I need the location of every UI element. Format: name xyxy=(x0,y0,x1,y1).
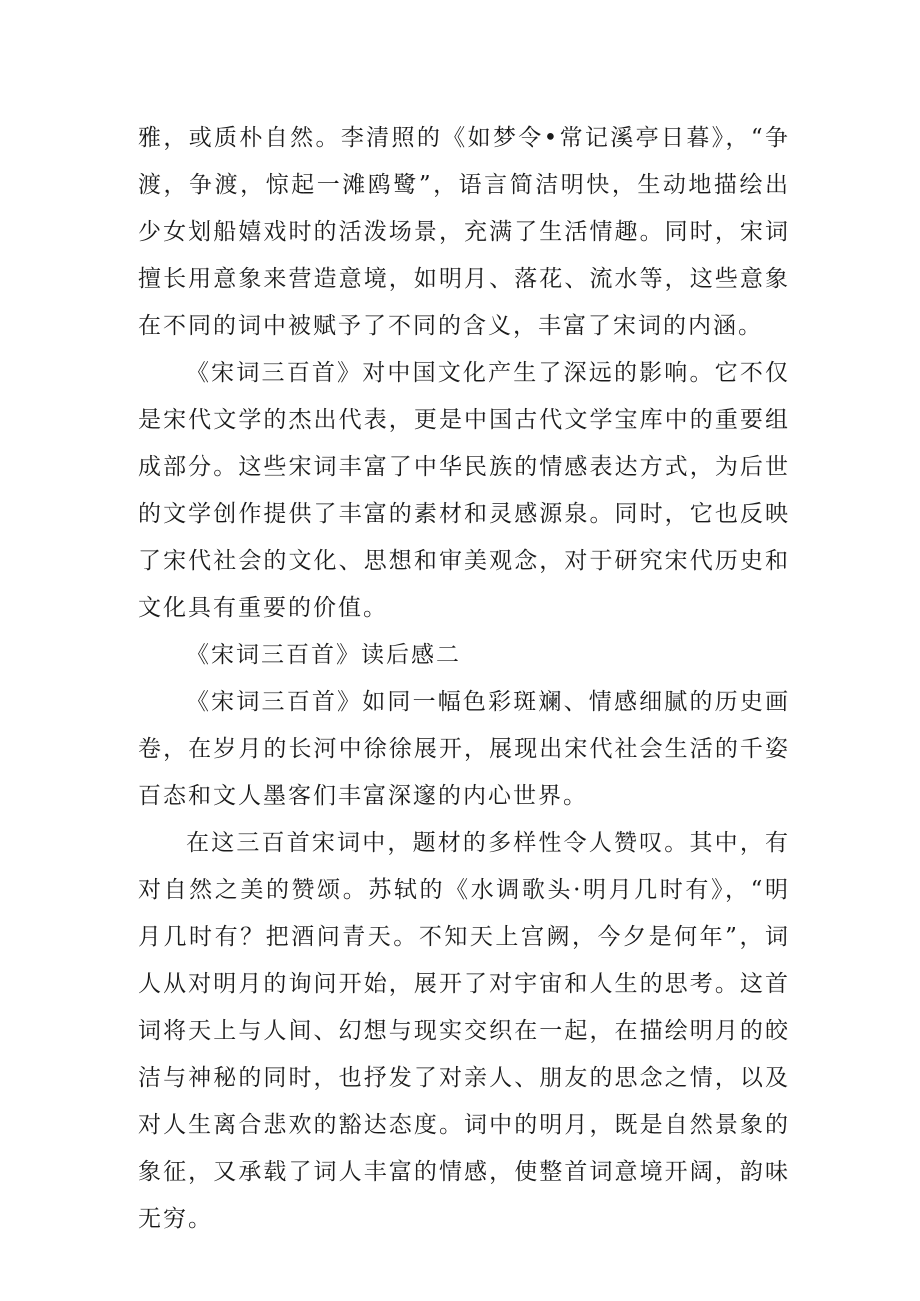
paragraph-continuation: 雅，或质朴自然。李清照的《如梦令•常记溪亭日暮》，“争渡，争渡，惊起一滩鸥鹭”，语言简洁明快，生动地描绘出少女划船嬉戏时的活泼场景，充满了生活情趣。同时，宋词擅长用意象来营造意境，如明月、落花、流水等，这些意象在不同的词中被赋予了不同的含义，丰富了宋词的内涵。 xyxy=(138,125,790,339)
paragraph-intro: 《宋词三百首》如同一幅色彩斑斓、情感细腻的历史画卷，在岁月的长河中徐徐展开，展现出宋代社会生活的千姿百态和文人墨客们丰富深邃的内心世界。 xyxy=(138,689,790,809)
paragraph-influence: 《宋词三百首》对中国文化产生了深远的影响。它不仅是宋代文学的杰出代表，更是中国古代文学宝库中的重要组成部分。这些宋词丰富了中华民族的情感表达方式，为后世的文学创作提供了丰富的素材和灵感源泉。同时，它也反映了宋代社会的文化、思想和审美观念，对于研究宋代历史和文化具有重要的价值。 xyxy=(138,360,790,621)
document-body xyxy=(138,115,790,1243)
section-title: 《宋词三百首》读后感二 xyxy=(186,642,461,668)
paragraph-themes: 在这三百首宋词中，题材的多样性令人赞叹。其中，有对自然之美的赞颂。苏轼的《水调歌头·明月几时有》，“明月几时有？把酒问青天。不知天上宫阙，今夕是何年”，词人从对明月的询问开始，展开了对宇宙和人生的思考。这首词将天上与人间、幻想与现实交织在一起，在描绘明月的皎洁与神秘的同时，也抒发了对亲人、朋友的思念之情，以及对人生离合悲欢的豁达态度。词中的明月，既是自然景象的象征，又承载了词人丰富的情感，使整首词意境开阔，韵味无穷。 xyxy=(138,830,790,1232)
